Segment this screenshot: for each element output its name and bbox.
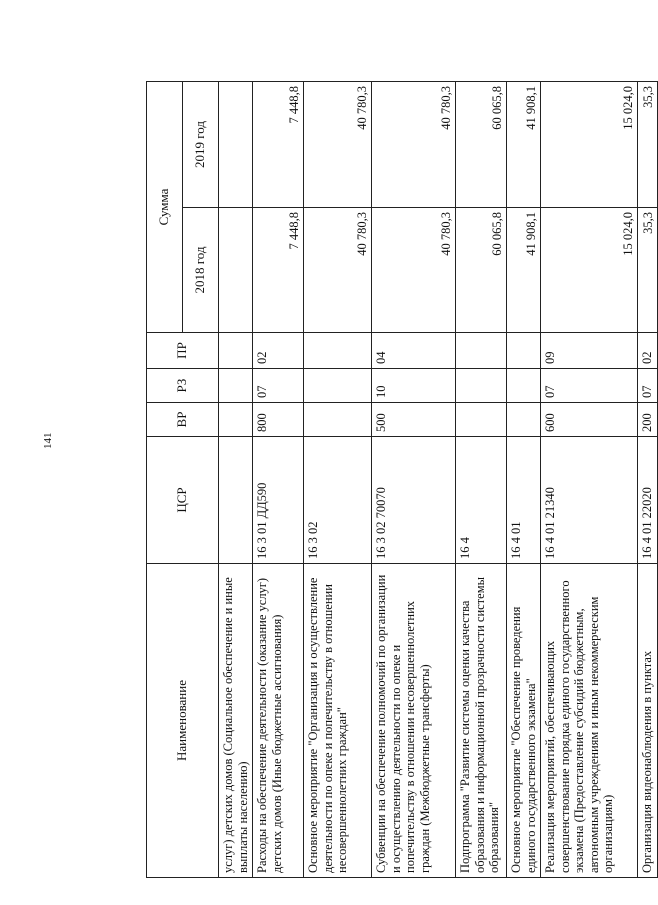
row-vr (304, 403, 372, 437)
row-rz: 07 (638, 369, 658, 403)
row-pr (219, 333, 253, 369)
header-name: Наименование (147, 564, 219, 878)
row-sum-2018: 60 065,8 (456, 208, 507, 333)
header-csr: ЦСР (147, 437, 219, 564)
row-csr: 16 4 (456, 437, 507, 564)
table-row (638, 82, 658, 878)
row-csr: 16 3 02 (304, 437, 372, 564)
row-csr (219, 437, 253, 564)
page-number: 141 (42, 432, 54, 449)
row-sum-2019: 60 065,8 (456, 82, 507, 208)
row-rz: 10 (372, 369, 456, 403)
row-rz (507, 369, 541, 403)
row-vr: 500 (372, 403, 456, 437)
row-vr: 800 (253, 403, 304, 437)
table-row (219, 82, 253, 878)
table-row (372, 82, 456, 878)
row-name: Подпрограмма "Развитие системы оценки качества образования и информационной прозрачности системы образования" (456, 564, 507, 878)
row-vr: 600 (541, 403, 638, 437)
row-csr: 16 4 01 (507, 437, 541, 564)
row-rz (304, 369, 372, 403)
table-row (507, 82, 541, 878)
row-sum-2018 (219, 208, 253, 333)
row-csr: 16 4 01 21340 (541, 437, 638, 564)
row-sum-2019 (219, 82, 253, 208)
header-year-2019: 2019 год (183, 82, 219, 208)
row-pr: 02 (638, 333, 658, 369)
table-row (541, 82, 638, 878)
row-name: Реализация мероприятий, обеспечивающих совершенствование порядка единого государственного экзамена (Предоставление субсидий бюджетным, автономным учреждениям и иным некоммерческим организациям) (541, 564, 638, 878)
row-name: Организация видеонаблюдения в пунктах (638, 564, 658, 878)
row-sum-2019: 7 448,8 (253, 82, 304, 208)
header-sum: Сумма (147, 82, 183, 333)
row-vr (219, 403, 253, 437)
row-name: услуг) детских домов (Социальное обеспечение и иные выплаты населению) (219, 564, 253, 878)
row-vr (456, 403, 507, 437)
row-sum-2019: 15 024,0 (541, 82, 638, 208)
table-row (456, 82, 507, 878)
table-row (304, 82, 372, 878)
row-sum-2019: 41 908,1 (507, 82, 541, 208)
row-pr (507, 333, 541, 369)
row-rz: 07 (541, 369, 638, 403)
row-vr (507, 403, 541, 437)
row-name: Основное мероприятие "Обеспечение проведения единого государственного экзамена" (507, 564, 541, 878)
row-sum-2018: 15 024,0 (541, 208, 638, 333)
row-rz (456, 369, 507, 403)
row-sum-2018: 35,3 (638, 208, 658, 333)
header-vr: ВР (147, 403, 219, 437)
table-row (253, 82, 304, 878)
row-vr: 200 (638, 403, 658, 437)
row-csr: 16 3 01 ДД590 (253, 437, 304, 564)
row-csr: 16 4 01 22020 (638, 437, 658, 564)
row-sum-2018: 7 448,8 (253, 208, 304, 333)
row-pr: 02 (253, 333, 304, 369)
row-rz (219, 369, 253, 403)
header-pr: ПР (147, 333, 219, 369)
row-pr (304, 333, 372, 369)
row-sum-2019: 40 780,3 (304, 82, 372, 208)
row-name: Основное мероприятие "Организация и осуществление деятельности по опеке и попечительству в отношении несовершеннолетних граждан" (304, 564, 372, 878)
row-sum-2018: 41 908,1 (507, 208, 541, 333)
row-sum-2019: 40 780,3 (372, 82, 456, 208)
row-pr (456, 333, 507, 369)
row-sum-2018: 40 780,3 (372, 208, 456, 333)
row-pr: 09 (541, 333, 638, 369)
row-name: Субвенции на обеспечение полномочий по организации и осуществлению деятельности по опеке и попечительству в отношении несовершеннолетних граждан (Межбюджетные трансферты) (372, 564, 456, 878)
rotated-page (146, 82, 655, 878)
row-sum-2018: 40 780,3 (304, 208, 372, 333)
budget-table (146, 81, 658, 878)
row-rz: 07 (253, 369, 304, 403)
row-sum-2019: 35,3 (638, 82, 658, 208)
row-csr: 16 3 02 70070 (372, 437, 456, 564)
header-rz: РЗ (147, 369, 219, 403)
row-name: Расходы на обеспечение деятельности (оказание услуг) детских домов (Иные бюджетные ассигнования) (253, 564, 304, 878)
row-pr: 04 (372, 333, 456, 369)
header-year-2018: 2018 год (183, 208, 219, 333)
